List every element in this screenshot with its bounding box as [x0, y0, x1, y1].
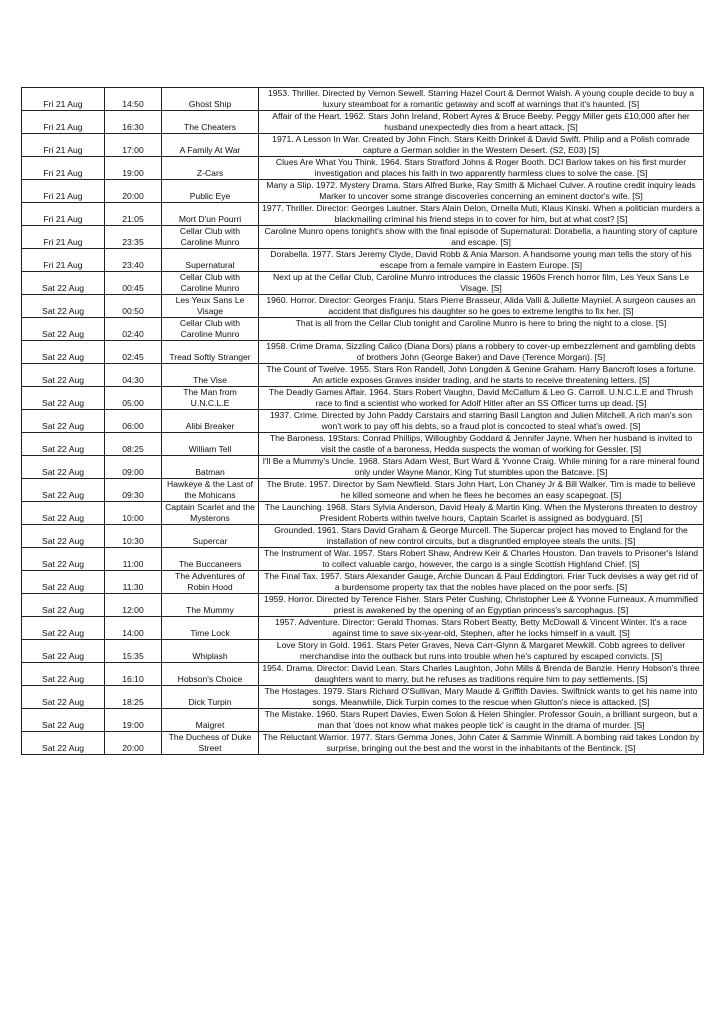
programme-title-cell: Alibi Breaker [162, 410, 259, 433]
air-date-cell: Sat 22 Aug [22, 387, 105, 410]
programme-title-cell: The Vise [162, 364, 259, 387]
air-date-cell: Sat 22 Aug [22, 295, 105, 318]
programme-description-cell: Dorabella. 1977. Stars Jeremy Clyde, David Robb & Ania Marson. A handsome young man tells the story of his escape from a female vampire in Eastern Europe. [S] [259, 249, 704, 272]
air-date-cell: Fri 21 Aug [22, 180, 105, 203]
air-time-cell: 23:40 [105, 249, 162, 272]
schedule-row [22, 134, 704, 157]
schedule-row [22, 433, 704, 456]
schedule-row [22, 341, 704, 364]
programme-title-cell: Time Lock [162, 617, 259, 640]
air-date-cell: Fri 21 Aug [22, 111, 105, 134]
programme-description-cell: 1954. Drama. Director: David Lean. Stars Charles Laughton, John Mills & Brenda de Banzie. Henry Hobson's three daughters want to marry, but he refuses as traditions require him to pay settlements. [S] [259, 663, 704, 686]
programme-title-cell: Batman [162, 456, 259, 479]
schedule-row [22, 663, 704, 686]
schedule-row [22, 180, 704, 203]
programme-title-cell: Cellar Club with Caroline Munro [162, 226, 259, 249]
schedule-row [22, 203, 704, 226]
programme-title-cell: Z-Cars [162, 157, 259, 180]
programme-description-cell: The Deadly Games Affair. 1964. Stars Robert Vaughn, David McCallum & Leo G. Carroll. U.N.C.L.E and Thrush race to find a scientist who worked for Adolf Hitler after an SS Officer turns up dead. [S] [259, 387, 704, 410]
programme-title-cell: Public Eye [162, 180, 259, 203]
air-time-cell: 14:00 [105, 617, 162, 640]
schedule-row [22, 226, 704, 249]
schedule-row [22, 410, 704, 433]
programme-title-cell: Cellar Club with Caroline Munro [162, 318, 259, 341]
schedule-row [22, 295, 704, 318]
schedule-row [22, 272, 704, 295]
air-time-cell: 11:00 [105, 548, 162, 571]
air-date-cell: Sat 22 Aug [22, 502, 105, 525]
air-time-cell: 00:50 [105, 295, 162, 318]
programme-description-cell: Caroline Munro opens tonight's show with the final episode of Supernatural: Dorabella, a haunting story of capture and escape. [S] [259, 226, 704, 249]
schedule-row [22, 502, 704, 525]
schedule-table [21, 87, 704, 755]
air-time-cell: 20:00 [105, 732, 162, 755]
air-time-cell: 10:30 [105, 525, 162, 548]
programme-title-cell: William Tell [162, 433, 259, 456]
schedule-row [22, 525, 704, 548]
programme-description-cell: 1958. Crime Drama. Sizzling Calico (Diana Dors) plans a robbery to cover-up embezzlement and gambling debts of brothers John (George Baker) and Dave (Terence Morgan). [S] [259, 341, 704, 364]
schedule-row [22, 387, 704, 410]
programme-title-cell: Les Yeux Sans Le Visage [162, 295, 259, 318]
schedule-row [22, 732, 704, 755]
programme-title-cell: The Mummy [162, 594, 259, 617]
air-time-cell: 09:00 [105, 456, 162, 479]
air-time-cell: 05:00 [105, 387, 162, 410]
air-date-cell: Fri 21 Aug [22, 88, 105, 111]
air-time-cell: 19:00 [105, 157, 162, 180]
air-date-cell: Sat 22 Aug [22, 479, 105, 502]
air-time-cell: 16:30 [105, 111, 162, 134]
programme-description-cell: The Launching. 1968. Stars Sylvia Anderson, David Healy & Martin King. When the Mysterons threaten to destroy President Roberts within twelve hours, Captain Scarlet is assigned as bodyguard. [S] [259, 502, 704, 525]
schedule-row [22, 249, 704, 272]
air-time-cell: 09:30 [105, 479, 162, 502]
programme-title-cell: The Man from U.N.C.L.E [162, 387, 259, 410]
schedule-row [22, 594, 704, 617]
air-date-cell: Fri 21 Aug [22, 226, 105, 249]
programme-description-cell: Next up at the Cellar Club, Caroline Munro introduces the classic 1960s French horror film, Les Yeux Sans Le Visage. [S] [259, 272, 704, 295]
programme-title-cell: Hawkeye & the Last of the Mohicans [162, 479, 259, 502]
air-time-cell: 06:00 [105, 410, 162, 433]
air-date-cell: Sat 22 Aug [22, 663, 105, 686]
programme-title-cell: Supercar [162, 525, 259, 548]
programme-description-cell: 1971. A Lesson In War. Created by John Finch. Stars Keith Drinkel & David Swift. Philip and a Polish comrade capture a German soldier in the Western Desert. (S2, E03) [S] [259, 134, 704, 157]
programme-title-cell: Hobson's Choice [162, 663, 259, 686]
programme-description-cell: The Count of Twelve. 1955. Stars Ron Randell, John Longden & Genine Graham. Harry Bancroft loses a fortune. An article exposes Graves insider trading, and he starts to receive threatening letters. [S] [259, 364, 704, 387]
programme-description-cell: Grounded. 1961. Stars David Graham & George Murcell. The Supercar project has moved to England for the installation of new control circuits, but a disgruntled employee steals the units. [S] [259, 525, 704, 548]
air-time-cell: 16:10 [105, 663, 162, 686]
air-date-cell: Fri 21 Aug [22, 203, 105, 226]
air-time-cell: 11:30 [105, 571, 162, 594]
programme-description-cell: 1960. Horror. Director: Georges Franju. Stars Pierre Brasseur, Alida Valli & Juliette Mayniel. A surgeon causes an accident that disfigures his daughter so he goes to extreme lengths to fix her. [S] [259, 295, 704, 318]
schedule-row [22, 617, 704, 640]
air-date-cell: Fri 21 Aug [22, 134, 105, 157]
schedule-row [22, 456, 704, 479]
air-date-cell: Sat 22 Aug [22, 617, 105, 640]
air-time-cell: 04:30 [105, 364, 162, 387]
air-date-cell: Sat 22 Aug [22, 640, 105, 663]
programme-description-cell: 1937. Crime. Directed by John Paddy Carstairs and starring Basil Langton and Julien Mitchell. A rich man's son won't work to pay off his debts, so a fraud plot is concocted to steal what's owed. [S] [259, 410, 704, 433]
programme-description-cell: That is all from the Cellar Club tonight and Caroline Munro is here to bring the night to a close. [S] [259, 318, 704, 341]
schedule-body [22, 88, 704, 755]
programme-description-cell: The Instrument of War. 1957. Stars Robert Shaw, Andrew Keir & Charles Houston. Dan travels to Prisoner's Island to collect valuable cargo, however, the cargo is a single Scottish Highland Chief. [S] [259, 548, 704, 571]
programme-description-cell: The Baroness. 19Stars: Conrad Phillips, Willoughby Goddard & Jennifer Jayne. When her husband is invited to visit the castle of a baroness, Hedda suspects the woman of working for Gessler. [S] [259, 433, 704, 456]
air-time-cell: 19:00 [105, 709, 162, 732]
air-date-cell: Sat 22 Aug [22, 433, 105, 456]
air-date-cell: Sat 22 Aug [22, 594, 105, 617]
programme-title-cell: Supernatural [162, 249, 259, 272]
programme-description-cell: Love Story in Gold. 1961. Stars Peter Graves, Neva Carr-Glynn & Margaret Mewkill. Cobb agrees to deliver merchandise into the outback but runs into trouble when he's captured by escaped convicts. [S] [259, 640, 704, 663]
air-time-cell: 08:25 [105, 433, 162, 456]
programme-title-cell: A Family At War [162, 134, 259, 157]
programme-description-cell: Clues Are What You Think. 1964. Stars Stratford Johns & Roger Booth. DCI Barlow takes on his first murder investigation and places his faith in two apparently harmless clues to solve the case. [S] [259, 157, 704, 180]
programme-description-cell: I'll Be a Mummy's Uncle. 1968. Stars Adam West, Burt Ward & Yvonne Craig. While mining for a rare mineral found only under Wayne Manor, King Tut stumbles upon the Batcave. [S] [259, 456, 704, 479]
programme-description-cell: 1959. Horror. Directed by Terence Fisher. Stars Peter Cushing, Christopher Lee & Yvonne Furneaux. A mummified priest is awakened by the opening of an Egyptian princess's sarcophagus. [S] [259, 594, 704, 617]
schedule-row [22, 686, 704, 709]
programme-title-cell: The Adventures of Robin Hood [162, 571, 259, 594]
air-date-cell: Sat 22 Aug [22, 709, 105, 732]
programme-title-cell: Cellar Club with Caroline Munro [162, 272, 259, 295]
programme-description-cell: The Mistake. 1960. Stars Rupert Davies, Ewen Solon & Helen Shingler. Professor Gouin, a brilliant surgeon, but a man that 'does not know what makes people tick' is caught in the drama of murder. [S] [259, 709, 704, 732]
programme-title-cell: Ghost Ship [162, 88, 259, 111]
programme-description-cell: Many a Slip. 1972. Mystery Drama. Stars Alfred Burke, Ray Smith & Michael Culver. A routine credit inquiry leads Marker to uncover some strange discoveries concerning an eminent doctor's wife. [S] [259, 180, 704, 203]
air-time-cell: 00:45 [105, 272, 162, 295]
air-time-cell: 14:50 [105, 88, 162, 111]
programme-title-cell: Captain Scarlet and the Mysterons [162, 502, 259, 525]
air-time-cell: 10:00 [105, 502, 162, 525]
air-time-cell: 15:35 [105, 640, 162, 663]
programme-description-cell: The Final Tax. 1957. Stars Alexander Gauge, Archie Duncan & Paul Eddington. Friar Tuck devises a way get rid of a burdensome property tax that the nobles have placed on the poor serfs. [S] [259, 571, 704, 594]
air-date-cell: Sat 22 Aug [22, 571, 105, 594]
programme-title-cell: The Cheaters [162, 111, 259, 134]
schedule-row [22, 479, 704, 502]
air-date-cell: Sat 22 Aug [22, 410, 105, 433]
air-date-cell: Sat 22 Aug [22, 364, 105, 387]
air-date-cell: Fri 21 Aug [22, 157, 105, 180]
programme-title-cell: Maigret [162, 709, 259, 732]
programme-description-cell: Affair of the Heart. 1962. Stars John Ireland, Robert Ayres & Bruce Beeby. Peggy Miller gets £10,000 after her husband unexpectedly dies from a heart attack. [S] [259, 111, 704, 134]
air-time-cell: 21:05 [105, 203, 162, 226]
schedule-row [22, 640, 704, 663]
air-time-cell: 02:45 [105, 341, 162, 364]
air-date-cell: Sat 22 Aug [22, 341, 105, 364]
air-date-cell: Fri 21 Aug [22, 249, 105, 272]
programme-title-cell: The Buccaneers [162, 548, 259, 571]
air-time-cell: 02:40 [105, 318, 162, 341]
programme-title-cell: Tread Softly Stranger [162, 341, 259, 364]
schedule-row [22, 88, 704, 111]
air-date-cell: Sat 22 Aug [22, 272, 105, 295]
programme-description-cell: 1977. Thriller. Director: Georges Lautner. Stars Alain Delon, Ornella Muti, Klaus Kinski. When a politician murders a blackmailing criminal his friend steps in to cover for him, but at what cost? [S] [259, 203, 704, 226]
air-date-cell: Sat 22 Aug [22, 525, 105, 548]
air-time-cell: 23:35 [105, 226, 162, 249]
air-time-cell: 12:00 [105, 594, 162, 617]
air-time-cell: 18:25 [105, 686, 162, 709]
schedule-row [22, 709, 704, 732]
programme-title-cell: The Duchess of Duke Street [162, 732, 259, 755]
schedule-row [22, 548, 704, 571]
schedule-row [22, 571, 704, 594]
air-date-cell: Sat 22 Aug [22, 732, 105, 755]
programme-description-cell: The Hostages. 1979. Stars Richard O'Sullivan, Mary Maude & Griffith Davies. Swiftnick wants to get his name into songs. Meanwhile, Dick Turpin comes to the rescue when Glutton's niece is attacked. [S] [259, 686, 704, 709]
air-date-cell: Sat 22 Aug [22, 318, 105, 341]
programme-title-cell: Mort D'un Pourri [162, 203, 259, 226]
programme-title-cell: Whiplash [162, 640, 259, 663]
air-date-cell: Sat 22 Aug [22, 686, 105, 709]
schedule-row [22, 157, 704, 180]
air-date-cell: Sat 22 Aug [22, 456, 105, 479]
schedule-row [22, 364, 704, 387]
air-date-cell: Sat 22 Aug [22, 548, 105, 571]
programme-description-cell: The Reluctant Warrior. 1977. Stars Gemma Jones, John Cater & Sammie Winmill. A bombing raid takes London by surprise, bringing out the best and the worst in the inhabitants of the Bentinck. [S] [259, 732, 704, 755]
schedule-row [22, 111, 704, 134]
air-time-cell: 17:00 [105, 134, 162, 157]
programme-title-cell: Dick Turpin [162, 686, 259, 709]
schedule-row [22, 318, 704, 341]
programme-description-cell: The Brute. 1957. Director by Sam Newfield. Stars John Hart, Lon Chaney Jr & Bill Walker. Tim is made to believe he killed someone and when he flees he becomes an easy scapegoat. [S] [259, 479, 704, 502]
programme-description-cell: 1953. Thriller. Directed by Vernon Sewell. Starring Hazel Court & Dermot Walsh. A young couple decide to buy a luxury steamboat for a romantic getaway and scoff at warnings that it's haunted. [S] [259, 88, 704, 111]
air-time-cell: 20:00 [105, 180, 162, 203]
programme-description-cell: 1957. Adventure. Director: Gerald Thomas. Stars Robert Beatty, Betty McDowall & Vincent Winter. It's a race against time to save six-year-old, Stephen, after he locks himself in a vault. [S] [259, 617, 704, 640]
